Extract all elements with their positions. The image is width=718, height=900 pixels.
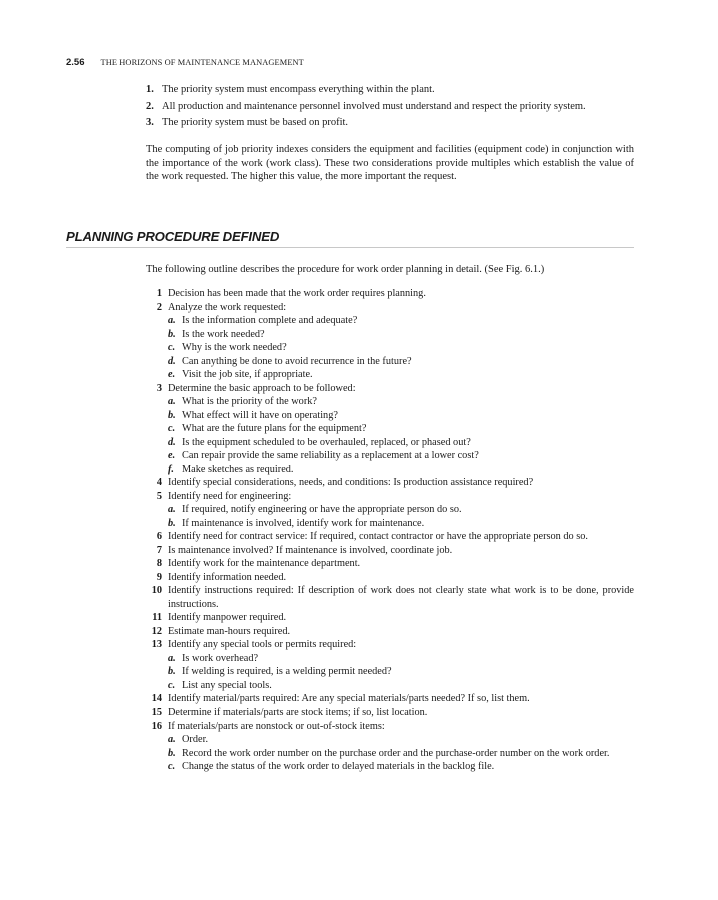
substep-letter: a. bbox=[168, 315, 176, 327]
substep-text: Can repair provide the same reliability as a replacement at a lower cost? bbox=[182, 450, 479, 462]
substep-text: Is the work needed? bbox=[182, 328, 265, 340]
priority-principles-list bbox=[146, 82, 636, 132]
running-head bbox=[66, 52, 304, 70]
step-number: 16 bbox=[151, 720, 162, 732]
list-item bbox=[146, 99, 636, 116]
step-text: Identify information needed. bbox=[168, 571, 287, 583]
substep-letter: c. bbox=[168, 761, 176, 773]
substep-letter: d. bbox=[168, 355, 176, 367]
substep-text: Is work overhead? bbox=[182, 652, 259, 664]
substep-text: Change the status of the work order to delayed materials in the backlog file. bbox=[182, 761, 495, 773]
outline-intro-text: The following outline describes the procedure for work order planning in detail. (See Fig. 6.1.) bbox=[146, 264, 545, 275]
step-number: 6 bbox=[156, 531, 162, 543]
step-text: Is maintenance involved? If maintenance is involved, coordinate job. bbox=[168, 544, 453, 556]
outline-step bbox=[140, 571, 634, 585]
substep-text: What is the priority of the work? bbox=[182, 396, 317, 408]
outline-substep bbox=[168, 395, 634, 409]
outline-step bbox=[140, 476, 634, 490]
substep-text: Is the information complete and adequate? bbox=[182, 315, 358, 327]
step-text: Identify any special tools or permits required: bbox=[168, 639, 357, 651]
substep-letter: b. bbox=[168, 666, 176, 678]
priority-index-paragraph: The computing of job priority indexes considers the equipment and facilities (equipment code) in conjunction with the importance of the work (work class). These two considerations provide multiples which establish the value of the work requested. The higher this value, the more important the request. bbox=[146, 144, 634, 183]
outline-substep bbox=[168, 368, 634, 382]
outline-substep bbox=[168, 517, 634, 531]
outline-substep bbox=[168, 314, 634, 328]
outline-substep bbox=[168, 747, 634, 761]
substep-text: What are the future plans for the equipment? bbox=[182, 423, 367, 435]
list-item bbox=[146, 82, 636, 99]
substep-text: List any special tools. bbox=[182, 679, 272, 691]
step-number: 2 bbox=[156, 301, 162, 313]
section-heading: PLANNING PROCEDURE DEFINED bbox=[66, 229, 280, 244]
outline-step bbox=[140, 720, 634, 734]
step-number: 12 bbox=[151, 625, 162, 637]
outline-substep bbox=[168, 422, 634, 436]
substep-letter: b. bbox=[168, 409, 176, 421]
outline-substep bbox=[168, 652, 634, 666]
outline-substep bbox=[168, 679, 634, 693]
step-text: Identify need for engineering: bbox=[168, 490, 292, 502]
step-number: 8 bbox=[156, 558, 162, 570]
outline-step bbox=[140, 692, 634, 706]
outline-step bbox=[140, 301, 634, 315]
list-item-number: 2. bbox=[146, 100, 154, 112]
outline-substep bbox=[168, 760, 634, 774]
substep-letter: c. bbox=[168, 423, 176, 435]
substep-letter: e. bbox=[168, 450, 176, 462]
substep-letter: b. bbox=[168, 517, 176, 529]
substep-text: What effect will it have on operating? bbox=[182, 409, 338, 421]
planning-procedure-outline bbox=[140, 287, 634, 774]
substep-text: If welding is required, is a welding permit needed? bbox=[182, 666, 392, 678]
step-text: Determine if materials/parts are stock items; if so, list location. bbox=[168, 706, 428, 718]
step-number: 15 bbox=[151, 706, 162, 718]
substep-letter: a. bbox=[168, 734, 176, 746]
substep-text: Is the equipment scheduled to be overhauled, replaced, or phased out? bbox=[182, 436, 471, 448]
substep-letter: c. bbox=[168, 679, 176, 691]
outline-step bbox=[140, 611, 634, 625]
outline-step bbox=[140, 287, 634, 301]
outline-substep bbox=[168, 328, 634, 342]
step-text: Determine the basic approach to be followed: bbox=[168, 382, 356, 394]
substep-text: Visit the job site, if appropriate. bbox=[182, 369, 313, 381]
substep-letter: e. bbox=[168, 369, 176, 381]
outline-step bbox=[140, 530, 634, 544]
running-title: THE HORIZONS OF MAINTENANCE MANAGEMENT bbox=[100, 58, 304, 67]
substep-text: Can anything be done to avoid recurrence in the future? bbox=[182, 355, 412, 367]
page-number: 2.56 bbox=[66, 57, 85, 68]
substep-text: Why is the work needed? bbox=[182, 342, 287, 354]
list-item-number: 1. bbox=[146, 84, 154, 95]
substep-text: Record the work order number on the purchase order and the purchase-order number on the work order. bbox=[182, 747, 610, 759]
step-number: 11 bbox=[152, 612, 162, 624]
outline-step bbox=[140, 625, 634, 639]
step-number: 13 bbox=[151, 639, 162, 651]
substep-letter: a. bbox=[168, 504, 176, 516]
substep-letter: d. bbox=[168, 436, 176, 448]
substep-letter: f. bbox=[168, 463, 175, 475]
step-number: 5 bbox=[156, 490, 162, 502]
step-text: If materials/parts are nonstock or out-of-stock items: bbox=[168, 720, 385, 732]
step-text: Analyze the work requested: bbox=[168, 301, 287, 313]
step-text: Identify special considerations, needs, and conditions: Is production assistance required? bbox=[168, 477, 534, 489]
step-text: Identify need for contract service: If required, contact contractor or have the appropriate person do so. bbox=[168, 531, 588, 543]
list-item-text: All production and maintenance personnel involved must understand and respect the priority system. bbox=[162, 100, 586, 112]
step-number: 3 bbox=[156, 382, 162, 394]
outline-substep bbox=[168, 449, 634, 463]
substep-letter: b. bbox=[168, 328, 176, 340]
outline-step bbox=[140, 584, 634, 611]
step-text: Identify material/parts required: Are any special materials/parts needed? If so, list them. bbox=[168, 693, 530, 705]
step-number: 1 bbox=[156, 288, 162, 299]
outline-step bbox=[140, 638, 634, 652]
outline-substep bbox=[168, 341, 634, 355]
outline-step bbox=[140, 544, 634, 558]
substep-letter: a. bbox=[168, 396, 176, 408]
step-text: Identify work for the maintenance department. bbox=[168, 558, 361, 570]
step-text: Estimate man-hours required. bbox=[168, 625, 291, 637]
list-item bbox=[146, 115, 636, 132]
substep-text: Make sketches as required. bbox=[182, 463, 294, 475]
outline-substep bbox=[168, 503, 634, 517]
step-text: Decision has been made that the work order requires planning. bbox=[168, 288, 426, 299]
step-number: 4 bbox=[156, 477, 162, 489]
list-item-number: 3. bbox=[146, 117, 154, 128]
outline-step bbox=[140, 490, 634, 504]
list-item-text: The priority system must encompass everything within the plant. bbox=[162, 84, 435, 95]
outline-substep bbox=[168, 436, 634, 450]
outline-step bbox=[140, 706, 634, 720]
substep-letter: a. bbox=[168, 652, 176, 664]
outline-substep bbox=[168, 665, 634, 679]
outline-substep bbox=[168, 463, 634, 477]
step-number: 7 bbox=[156, 544, 162, 556]
step-text: Identify manpower required. bbox=[168, 612, 287, 624]
step-number: 10 bbox=[151, 585, 162, 597]
list-item-text: The priority system must be based on profit. bbox=[162, 117, 349, 128]
outline-step bbox=[140, 382, 634, 396]
substep-text: If required, notify engineering or have the appropriate person do so. bbox=[182, 504, 462, 516]
outline-step bbox=[140, 557, 634, 571]
section-divider bbox=[66, 247, 634, 248]
substep-text: Order. bbox=[182, 734, 209, 746]
outline-substep bbox=[168, 355, 634, 369]
step-text: Identify instructions required: If description of work does not clearly state what work is to be done, provide instructions. bbox=[168, 585, 634, 610]
step-number: 9 bbox=[156, 571, 162, 583]
substep-text: If maintenance is involved, identify work for maintenance. bbox=[182, 517, 425, 529]
outline-substep bbox=[168, 409, 634, 423]
step-number: 14 bbox=[151, 693, 162, 705]
substep-letter: b. bbox=[168, 747, 176, 759]
outline-substep bbox=[168, 733, 634, 747]
substep-letter: c. bbox=[168, 342, 176, 354]
